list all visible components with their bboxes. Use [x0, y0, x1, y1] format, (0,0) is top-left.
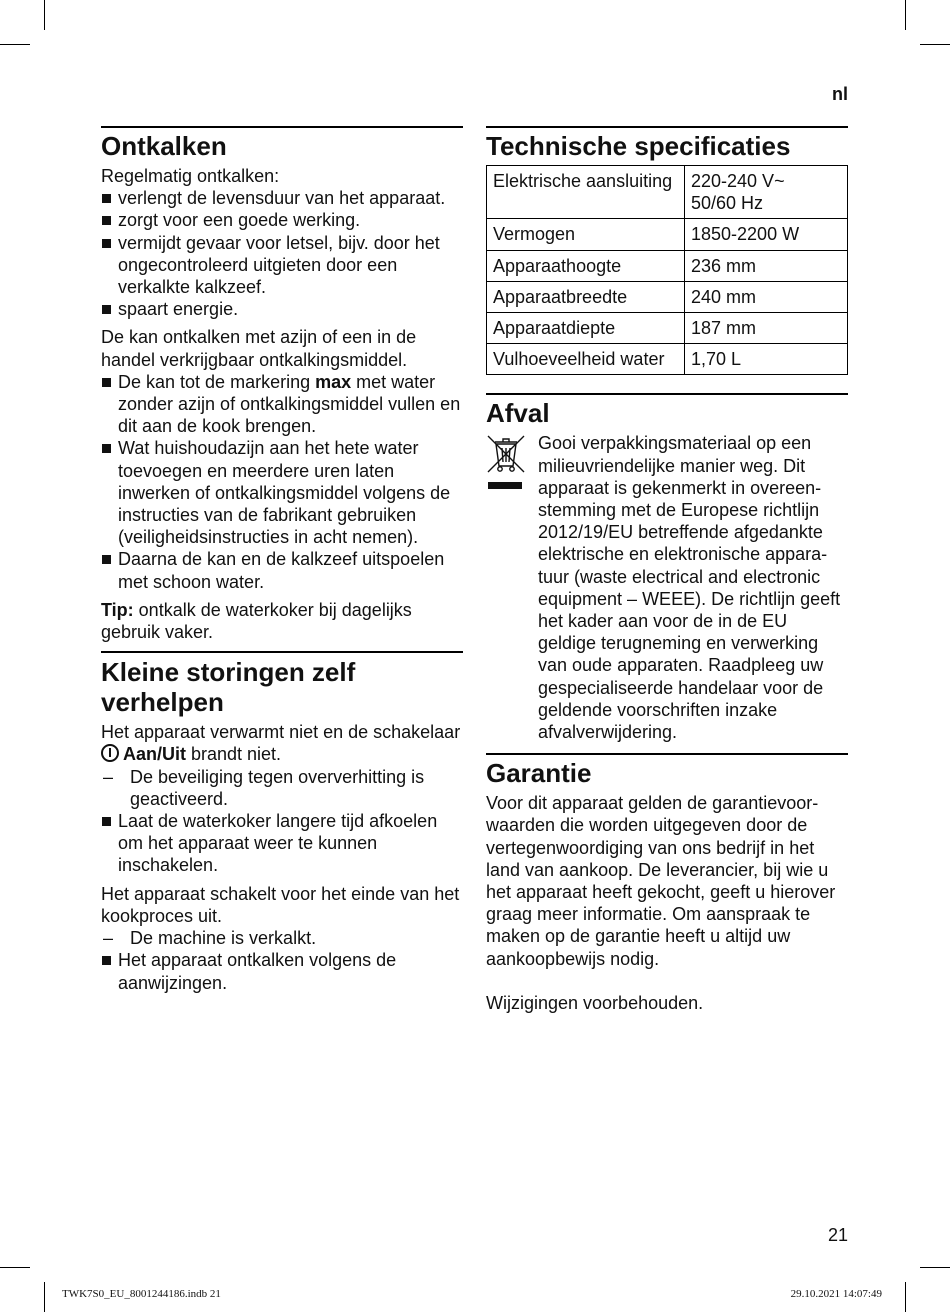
step-text: De kan tot de markering: [118, 371, 316, 392]
left-column: [101, 126, 463, 994]
crop-mark: [44, 0, 45, 30]
section-afval: [486, 393, 848, 743]
list-item: [101, 927, 463, 949]
table-row: [487, 166, 848, 219]
list-item: vermijdt gevaar voor letsel, bijv. door het ongecontroleerd uitgieten door een verkalkte kalkzeef.: [101, 232, 463, 299]
afval-block: [486, 432, 848, 743]
table-row: [487, 250, 848, 281]
list-item: Het apparaat ontkalken volgens de aanwijzingen.: [101, 949, 463, 993]
tip: [101, 599, 463, 643]
list-item: [101, 766, 463, 810]
section-specs: [486, 126, 848, 375]
language-tag: nl: [832, 84, 848, 104]
table-row: [487, 313, 848, 344]
crop-mark: [905, 0, 906, 30]
specs-table: [486, 165, 848, 375]
symptom-part: Het apparaat verwarmt niet en de schakelaar: [101, 722, 461, 743]
crossed-out-wheelie-bin-icon: [486, 432, 538, 743]
afval-text: Gooi verpakkingsmateriaal op een milieuvriendelijke manier weg. Dit apparaat is gekenmerkt in overeenstemming met de Europese richtlijn 2012/19/EU betreffende afgedankte elektrische en elektronische apparatuur (waste electrical and electronic equipment – WEEE). De richtlijn geeft het kader aan voor de in de EU geldige terugneming en verwerking van oude apparaten. Raadpleeg uw gespecialiseerde handelaar voor de geldende voorschriften inzake afvalverwijdering.: [538, 433, 841, 743]
crop-mark: [0, 1267, 30, 1268]
section-storingen: [101, 651, 463, 993]
spec-value: [685, 166, 848, 219]
tip-text: ontkalk de waterkoker bij dagelijks gebruik vaker.: [101, 599, 412, 643]
right-column: [486, 126, 848, 1014]
step-list: [101, 371, 463, 593]
intro-text: Regelmatig ontkalken:: [101, 166, 280, 186]
spec-key: Vermogen: [487, 219, 685, 250]
cause-list: [101, 766, 463, 877]
list-item: Daarna de kan en de kalkzeef uitspoelen met schoon water.: [101, 548, 463, 592]
section-title: Afval: [486, 393, 848, 428]
section-ontkalken: [101, 126, 463, 643]
power-icon: [101, 744, 119, 762]
paragraph: De kan ontkalken met azijn of een in de handel verkrijgbaar ontkalkingsmiddel.: [101, 327, 417, 370]
symptom-text: [101, 721, 463, 765]
list-item: verlengt de levensduur van het apparaat.: [101, 187, 463, 209]
spec-key: Apparaathoogte: [487, 250, 685, 281]
spec-value: 1850-2200 W: [685, 219, 848, 250]
section-garantie: [486, 753, 848, 1014]
spec-key: Apparaatbreedte: [487, 281, 685, 312]
table-row: [487, 281, 848, 312]
footer-date: 29.10.2021 14:07:49: [790, 1288, 882, 1300]
title-line: Kleine storingen zelf: [101, 657, 356, 688]
spec-value: 240 mm: [685, 281, 848, 312]
section-title: Garantie: [486, 753, 848, 788]
spec-value: 236 mm: [685, 250, 848, 281]
switch-label: Aan/Uit: [123, 744, 186, 765]
crop-mark: [920, 1267, 950, 1268]
cause-text: De machine is verkalkt.: [130, 928, 317, 949]
spec-value-line: 220-240 V~: [691, 171, 785, 191]
section-title: Technische specificaties: [486, 126, 848, 161]
title-line: verhelpen: [101, 687, 224, 718]
table-row: [487, 344, 848, 375]
garantie-note: Wijzigingen voorbehouden.: [486, 992, 704, 1013]
crop-mark: [0, 44, 30, 45]
spec-key: Apparaatdiepte: [487, 313, 685, 344]
garantie-text: Voor dit apparaat gelden de garantievoorwaarden die worden uitgegeven door de vertegenwoordiging van ons bedrijf in het land van aankoop. De leverancier, bij wie u het apparaat heeft gekocht, geeft u hierover graag meer informatie. Om aanspraak te maken op de garantie heeft u altijd uw aankoopbewijs nodig.: [486, 793, 836, 969]
crop-mark: [44, 1282, 45, 1312]
max-marking: max: [315, 371, 352, 392]
symptom-text: Het apparaat schakelt voor het einde van het kookproces uit.: [101, 883, 460, 926]
spec-value-line: 50/60 Hz: [691, 193, 764, 214]
spec-value: 187 mm: [685, 313, 848, 344]
section-title: Ontkalken: [101, 126, 463, 161]
list-item: [101, 371, 463, 438]
tip-label: Tip:: [101, 599, 134, 620]
step-text: met water zonder azijn of ontkalkingsmiddel vullen en dit aan de kook brengen.: [118, 371, 461, 437]
list-item: Wat huishoudazijn aan het hete water toevoegen en meerdere uren laten inwerken of ontkalkingsmiddel volgens de instructies van de fabrikant gebruiken (veiligheidsinstructies in acht nemen).: [101, 437, 463, 548]
table-row: [487, 219, 848, 250]
crop-mark: [905, 1282, 906, 1312]
cause-list: [101, 927, 463, 994]
dash-mark: –: [103, 928, 114, 949]
spec-key: Vulhoeveelheid water: [487, 344, 685, 375]
list-item: Laat de waterkoker langere tijd afkoelen om het apparaat weer te kunnen inschakelen.: [101, 810, 463, 877]
cause-text: De beveiliging tegen oververhitting is geactiveerd.: [130, 766, 425, 809]
benefit-list: [101, 187, 463, 320]
symptom-part: brandt niet.: [186, 744, 282, 765]
footer-file: TWK7S0_EU_8001244186.indb 21: [62, 1288, 221, 1300]
spec-key: Elektrische aansluiting: [487, 166, 685, 219]
page-number: 21: [827, 1225, 848, 1245]
list-item: zorgt voor een goede werking.: [101, 209, 463, 231]
crop-mark: [920, 44, 950, 45]
section-title: [101, 651, 463, 717]
spec-value: 1,70 L: [685, 344, 848, 375]
dash-mark: –: [103, 766, 114, 787]
list-item: spaart energie.: [101, 298, 463, 320]
